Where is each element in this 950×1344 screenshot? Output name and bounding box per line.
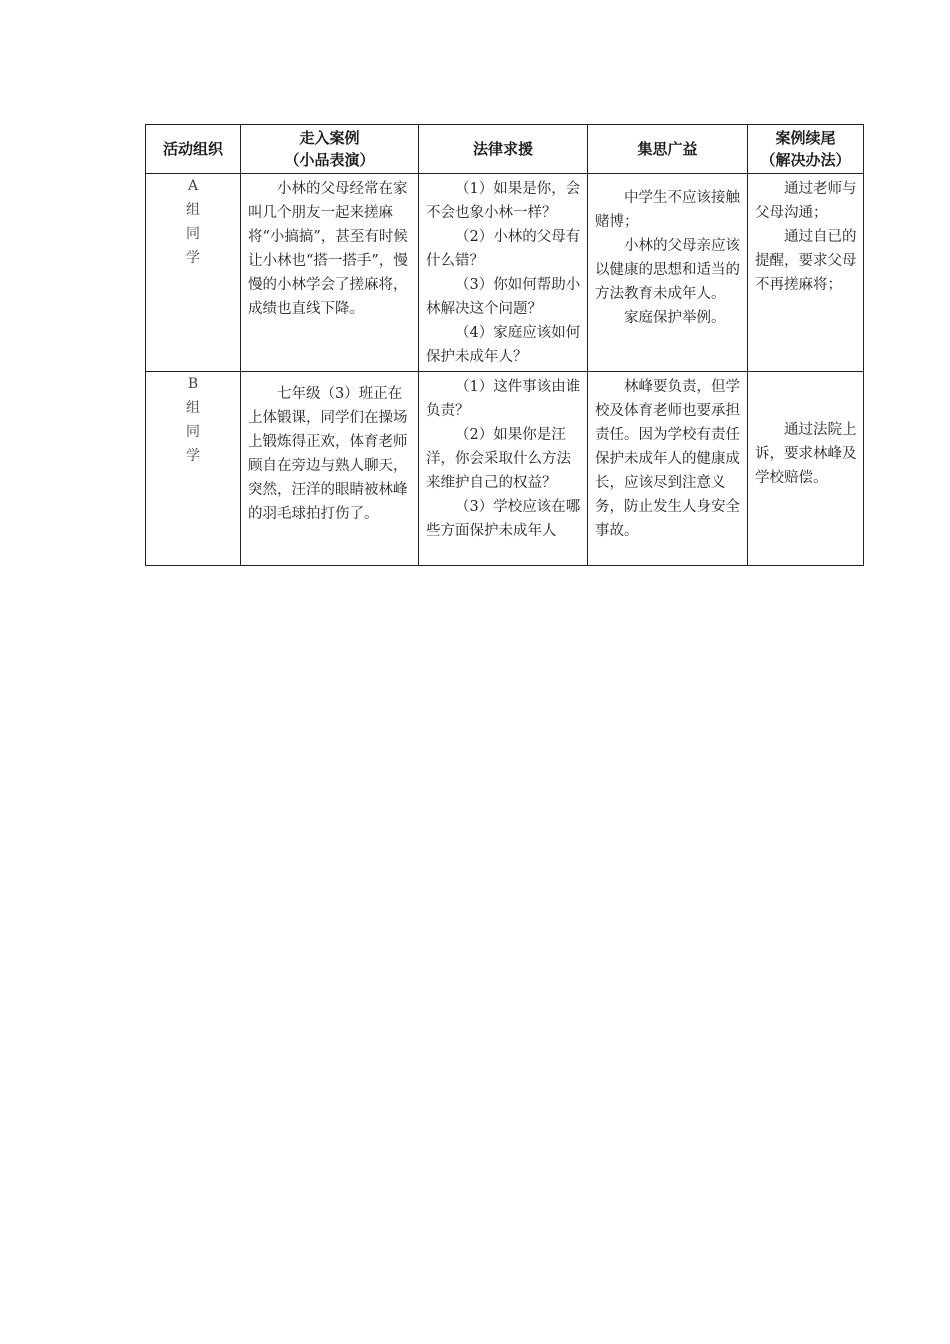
- table-row: [146, 174, 864, 372]
- group-label-cell: [146, 372, 241, 566]
- group-label-cell: [146, 174, 241, 372]
- group-letter: A: [187, 178, 199, 194]
- legal-question: （1）如果是你，会不会也象小林一样？: [426, 181, 581, 221]
- idea-paragraph: 林峰要负责，但学校及体育老师也要承担责任。因为学校有责任保护未成年人的健康成长，应该尽到注意义务，防止发生人身安全事故。: [595, 379, 740, 539]
- header-col3-label: 法律求援: [472, 140, 533, 158]
- group-letter: B: [187, 376, 199, 392]
- header-col4-label: 集思广益: [637, 140, 698, 158]
- group-char: 同: [186, 424, 200, 440]
- solution-cell: [748, 372, 864, 566]
- table-row: [146, 372, 864, 566]
- header-col2-line2: （小品表演）: [284, 151, 375, 169]
- idea-paragraph: 家庭保护举例。: [624, 310, 726, 326]
- idea-paragraph: 中学生不应该接触赌博；: [595, 190, 740, 230]
- legal-question: （2）如果你是汪洋，你会采取什么方法来维护自己的权益？: [426, 427, 571, 491]
- header-brainstorm: [588, 125, 748, 174]
- legal-question: （2）小林的父母有什么错？: [426, 229, 581, 269]
- group-char: 组: [186, 202, 200, 218]
- case-paragraph: 小林的父母经常在家叫几个朋友一起来搓麻将“小搞搞”，甚至有时候让小林也“搭一搭手”，慢慢的小林学会了搓麻将，成绩也直线下降。: [248, 181, 408, 317]
- legal-question: （3）你如何帮助小林解决这个问题？: [426, 277, 581, 317]
- case-activity-table: [145, 124, 864, 566]
- legal-aid-cell: [419, 174, 588, 372]
- header-col2-line1: 走入案例: [299, 129, 360, 147]
- header-col5-line1: 案例续尾: [775, 129, 836, 147]
- idea-paragraph: 小林的父母亲应该以健康的思想和适当的方法教育未成年人。: [595, 238, 740, 302]
- group-char: 组: [186, 400, 200, 416]
- group-char: 同: [186, 226, 200, 242]
- header-legal-aid: [419, 125, 588, 174]
- group-char: 学: [186, 250, 200, 266]
- legal-question: （4）家庭应该如何保护未成年人？: [426, 325, 581, 365]
- header-col5-line2: （解决办法）: [760, 151, 851, 169]
- header-case-intro: [241, 125, 419, 174]
- header-case-ending: [748, 125, 864, 174]
- legal-aid-cell: [419, 372, 588, 566]
- brainstorm-cell: [588, 174, 748, 372]
- case-intro-cell: [241, 372, 419, 566]
- solution-paragraph: 通过自已的提醒，要求父母不再搓麻将；: [755, 229, 857, 293]
- legal-question: （1）这件事该由谁负责？: [426, 379, 581, 419]
- header-activity-organization: [146, 125, 241, 174]
- solution-paragraph: 通过法院上诉，要求林峰及学校赔偿。: [755, 422, 857, 486]
- case-intro-cell: [241, 174, 419, 372]
- brainstorm-cell: [588, 372, 748, 566]
- legal-question: （3）学校应该在哪些方面保护未成年人: [426, 499, 581, 539]
- case-paragraph: 七年级（3）班正在上体锻课，同学们在操场上锻炼得正欢，体育老师顾自在旁边与熟人聊天，突然，汪洋的眼睛被林峰的羽毛球拍打伤了。: [248, 386, 408, 522]
- solution-paragraph: 通过老师与父母沟通；: [755, 181, 857, 221]
- group-char: 学: [186, 448, 200, 464]
- header-col1-label: 活动组织: [162, 140, 223, 158]
- solution-cell: [748, 174, 864, 372]
- table-header-row: [146, 125, 864, 174]
